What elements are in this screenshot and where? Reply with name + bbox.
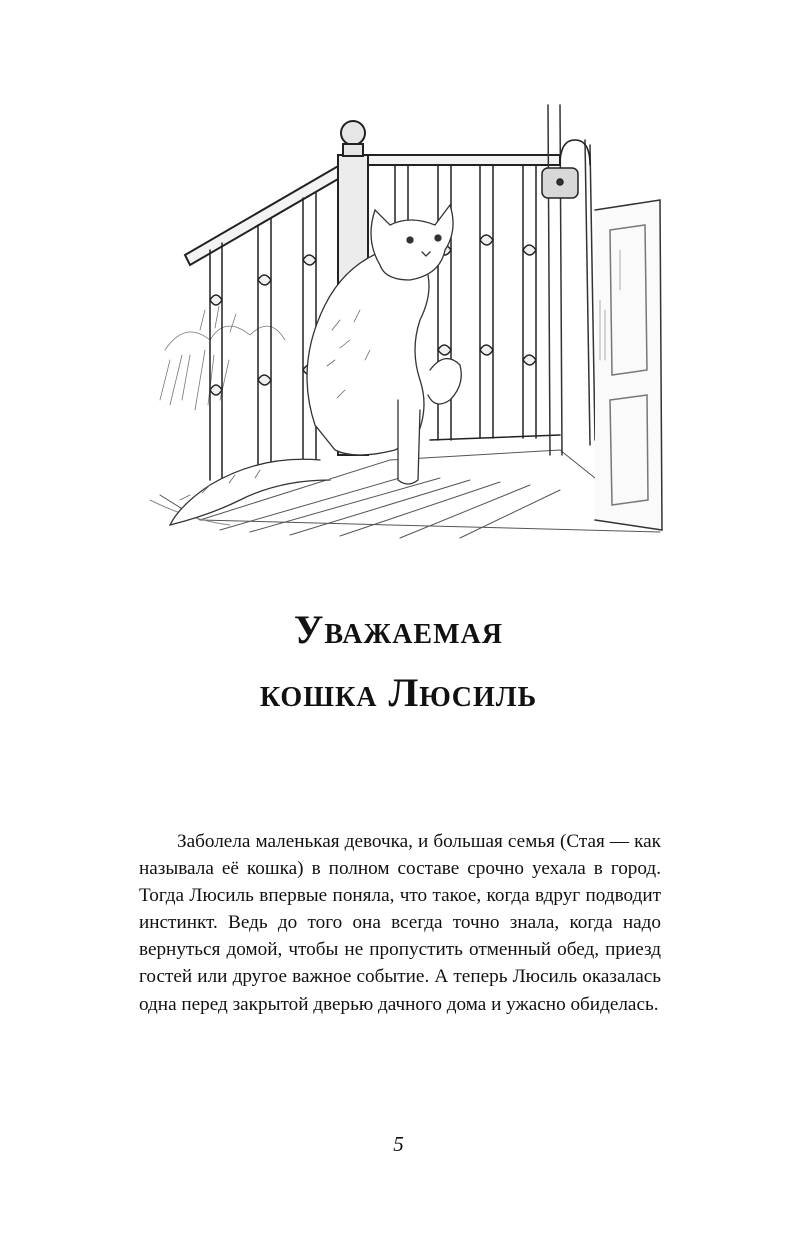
body-text — [139, 828, 661, 1018]
page-number: 5 — [393, 1132, 404, 1156]
cat-porch-illustration — [140, 100, 670, 545]
padlock-icon — [542, 140, 590, 198]
chapter-title — [0, 598, 797, 724]
body-paragraph: Заболела маленькая девочка, и большая семья (Стая — как называла её кошка) в полном составе срочно уехала в город. Тогда Люсиль впервые поняла, что такое, когда вдруг подводит инстинкт. Ведь до того она всегда точно знала, когда надо вернуться домой, чтобы не пропустить отменный обед, приезд гостей или другое важное событие. А теперь Люсиль оказалась одна перед закрытой дверью дачного дома и ужасно обиделась. — [139, 831, 661, 1015]
chapter-title-line-1: Уважаемая — [294, 607, 503, 652]
chapter-title-line-2: кошка Люсиль — [259, 670, 538, 715]
